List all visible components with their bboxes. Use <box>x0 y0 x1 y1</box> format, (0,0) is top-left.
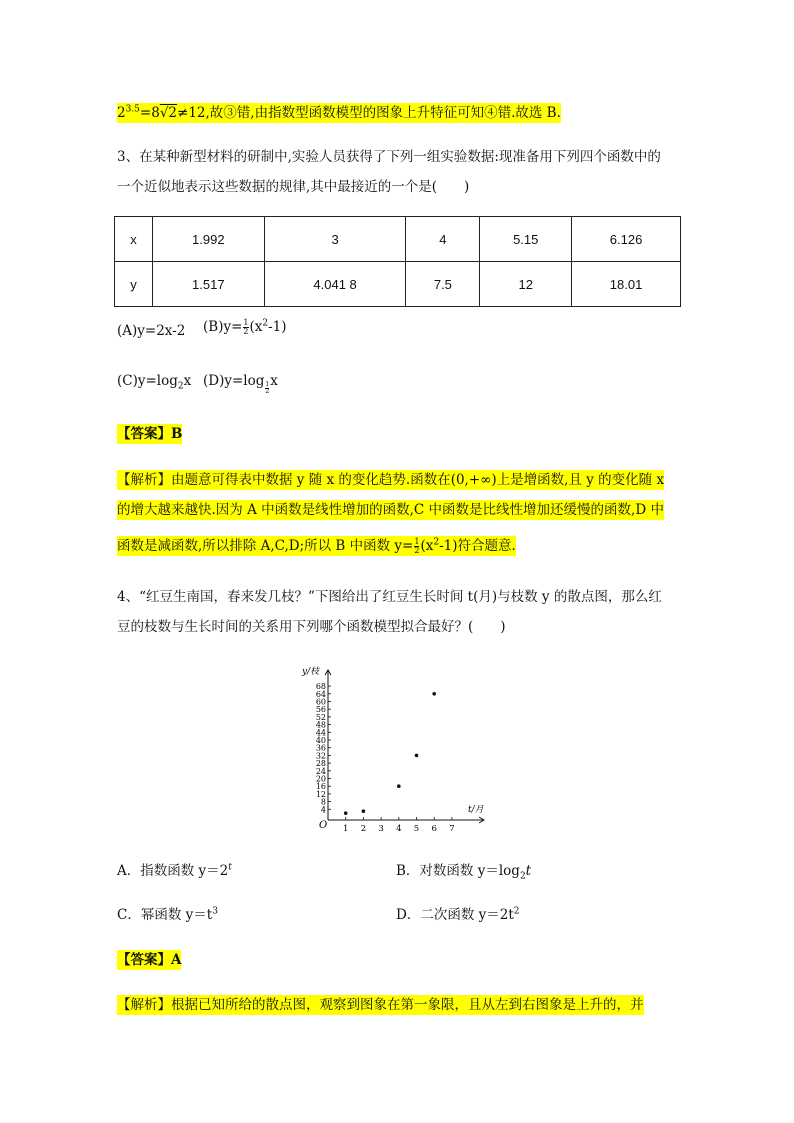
q3-analysis-line3: 函数是减函数,所以排除 A,C,D;所以 B 中函数 y= $\frac{1}{2}$ $(x^2-1)$符合题意. <box>117 537 516 555</box>
q3-data-table <box>114 216 681 307</box>
origin-label: O <box>319 820 328 831</box>
fraction: $\frac{1}{2}$ <box>265 381 270 395</box>
y-tick-label: 40 <box>315 736 326 745</box>
y-tick-label: 12 <box>315 789 326 799</box>
table-cell: 3 <box>264 217 406 262</box>
q3-option-a: (A)y=2x-2 <box>117 323 186 339</box>
data-points <box>344 692 436 815</box>
y-tick-label: 36 <box>315 743 326 753</box>
y-tick-label: 4 <box>320 805 326 815</box>
table-cell: 4.041 8 <box>264 262 406 307</box>
table-cell: 7.5 <box>406 262 480 307</box>
table-cell: 5.15 <box>480 217 572 262</box>
table-cell: 12 <box>480 262 572 307</box>
table-cell: y <box>115 262 153 307</box>
data-point <box>397 784 401 788</box>
x-tick-label: 2 <box>360 824 367 834</box>
table-cell: 1.517 <box>152 262 264 307</box>
q4-option-c: C．幂函数 $y=t^3$ <box>117 906 218 923</box>
y-tick-label: 16 <box>315 782 326 792</box>
data-point <box>415 754 419 758</box>
y-tick-label: 60 <box>315 697 326 707</box>
table-cell: 18.01 <box>572 262 681 307</box>
x-tick-label: 1 <box>342 824 349 834</box>
previous-analysis-tail: $2^{3.5}=8√2\ne 12$,故③错,由指数型函数模型的图象上升特征可知④错.故选 B. <box>117 104 561 121</box>
q4-stem-line2: 豆的枝数与生长时间的关系用下列哪个函数模型拟合最好？( ) <box>117 619 506 635</box>
table-cell: 6.126 <box>572 217 681 262</box>
q3-analysis-line1: 【解析】由题意可得表中数据 y 随 x 的变化趋势.函数在(0,+∞)上是增函数,且 y 的变化随 x <box>117 472 665 488</box>
q3-option-b: (B)y= $\frac{1}{2}$ $(x^2-1)$ <box>203 318 287 336</box>
q4-analysis-line1: 【解析】根据已知所给的散点图，观察到图象在第一象限，且从左到右图象是上升的，并 <box>117 997 644 1013</box>
table-cell: 4 <box>406 217 480 262</box>
q4-answer: 【答案】A <box>117 952 182 968</box>
q3-stem-line1: 3、在某种新型材料的研制中,实验人员获得了下列一组实验数据:现准备用下列四个函数中的 <box>117 149 661 165</box>
y-tick-label: 64 <box>315 689 326 699</box>
y-tick-label: 20 <box>315 774 326 784</box>
q4-option-a: A．指数函数 $y=2^t$ <box>117 862 232 879</box>
y-tick-label: 8 <box>320 797 326 807</box>
y-tick-label: 28 <box>315 759 326 769</box>
y-tick-label: 56 <box>315 705 326 715</box>
fraction: $\frac{1}{2}$ <box>414 537 420 555</box>
y-tick-label: 32 <box>315 751 326 761</box>
y-tick-label: 24 <box>315 766 326 776</box>
chart-axes <box>325 670 484 823</box>
q3-stem-line2: 一个近似地表示这些数据的规律,其中最接近的一个是( ) <box>117 179 470 195</box>
y-tick-label: 68 <box>315 682 326 692</box>
x-tick-label: 7 <box>449 824 455 834</box>
y-axis-ticks <box>316 682 331 814</box>
q3-answer: 【答案】B <box>117 426 183 442</box>
table-cell: x <box>115 217 153 262</box>
q4-stem-line1: 4、“红豆生南国，春来发几枝？”下图给出了红豆生长时间 t(月)与枝数 y 的散点图，那么红 <box>117 589 662 605</box>
x-tick-label: 5 <box>413 824 420 834</box>
table-cell: 1.992 <box>152 217 264 262</box>
table-row <box>115 217 681 262</box>
x-tick-label: 4 <box>396 824 402 834</box>
q4-option-d: D．二次函数 $y=2t^2$ <box>396 906 520 923</box>
q3-analysis-line2: 的增大越来越快.因为 A 中函数是线性增加的函数,C 中函数是比线性增加还缓慢的函数,D 中 <box>117 502 664 518</box>
q4-option-b: B．对数函数 $y=\log_2t$ <box>396 863 532 882</box>
y-tick-label: 44 <box>315 728 326 738</box>
q3-option-d: (D)y=log $\frac{1}{2}$ x <box>203 373 278 395</box>
x-tick-label: 3 <box>378 824 384 834</box>
scatter-plot <box>298 660 518 845</box>
y-tick-label: 52 <box>315 712 326 722</box>
data-point <box>432 692 436 696</box>
x-axis-label: t/月 <box>468 805 484 815</box>
table-row <box>115 262 681 307</box>
data-point <box>362 809 366 813</box>
data-point <box>344 811 348 815</box>
x-tick-label: 6 <box>431 824 437 834</box>
y-tick-label: 48 <box>315 720 326 730</box>
q3-option-c: $(C)y=\log_2x$ <box>117 373 192 392</box>
y-axis-label: y/枝 <box>302 667 320 677</box>
fraction: $\frac{1}{2}$ <box>243 318 249 336</box>
